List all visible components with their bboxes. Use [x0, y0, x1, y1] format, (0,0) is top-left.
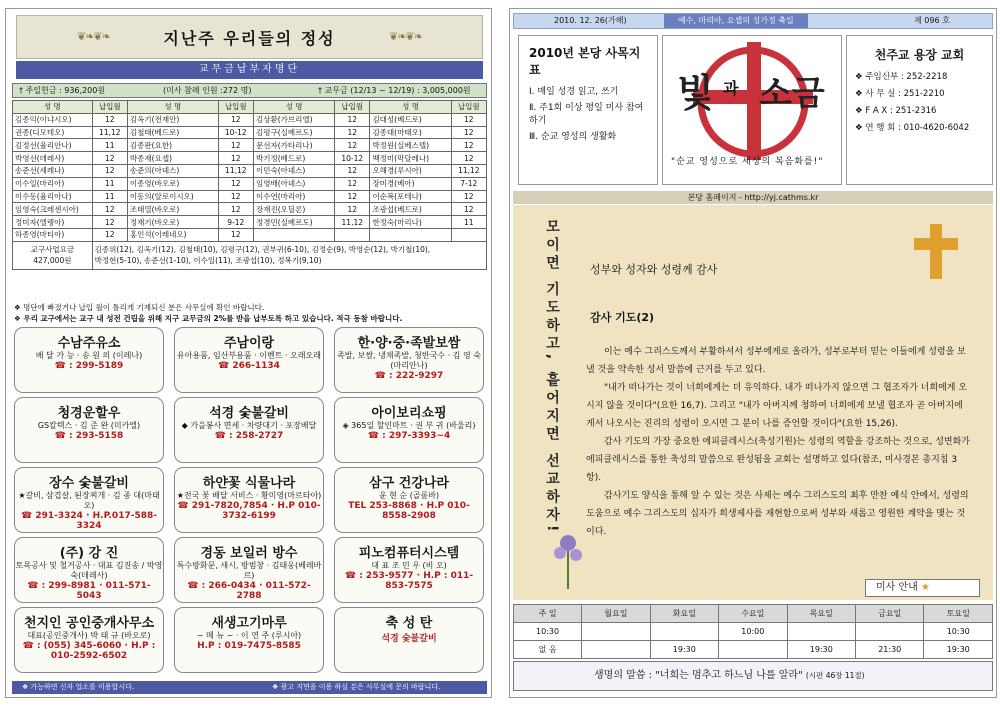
table-cell: 송준의(아녜스) [127, 164, 218, 177]
table-row [13, 152, 487, 165]
ad-phone: 석경 숯불갈비 [381, 634, 437, 644]
table-cell: 12 [335, 139, 370, 152]
star-icon: ★ [921, 582, 930, 593]
article-body [586, 343, 971, 541]
top-bar [513, 13, 993, 29]
ad-name: 하얀꽃 식물나라 [202, 476, 296, 491]
table-cell: 이수연(마리아) [253, 190, 334, 203]
table-cell: 임영숙(크레센시아) [13, 203, 93, 216]
table-cell: 12 [335, 203, 370, 216]
table-cell: 12 [92, 228, 127, 241]
table-row [13, 139, 487, 152]
table-cell: 12 [218, 113, 253, 126]
table-cell: 김정선(율리안나) [13, 139, 93, 152]
table-cell: 박종재(요셉) [127, 152, 218, 165]
paragraph: 감사기도 양식을 통해 알 수 있는 것은 사제는 예수 그리스도의 최후 만찬 예식 안에서, 성령의 도움으로 예수 그리스도의 십자가 희생제사를 재현함으로써 성부와 새롭고 영원한 계약을 맺는 것이다. [586, 491, 969, 537]
schedule-cell [719, 641, 787, 659]
ad-name: 청경운할우 [57, 406, 121, 421]
schedule-cell: 19:30 [650, 641, 718, 659]
vertical-slogan: 모이면 기도하고, 흩어지면 선교하자! [544, 219, 560, 536]
right-page [509, 8, 997, 698]
day-header: 월요일 [582, 605, 650, 623]
header-banner [16, 15, 483, 59]
table-cell [253, 228, 334, 241]
logo-box [662, 35, 842, 185]
table-cell: 12 [335, 126, 370, 139]
ad-card [174, 467, 324, 533]
ad-card [174, 397, 324, 463]
ad-phone: ☎ 266-1134 [218, 361, 280, 371]
ad-phone: ☎ : 299-8981 · 011-571-5043 [27, 581, 151, 601]
ad-name: 천지인 공인중개사무소 [23, 616, 155, 631]
ad-name: 수남주유소 [57, 336, 121, 351]
table-cell: 권종(디모테오) [13, 126, 93, 139]
ad-detail: 대 표 조 민 우 (비 오) [371, 561, 447, 570]
flower-icon [550, 529, 586, 589]
fund-list-line: 박정현(5-10), 송준선(1-10), 이수일(11), 조광섭(10), 정복기(9,10) [94, 256, 322, 266]
table-cell: 김종판(요한) [127, 139, 218, 152]
schedule-cell: 10:30 [924, 623, 993, 641]
ad-detail: 배 달 가 능 · 송 원 의 (이레나) [35, 351, 143, 360]
ad-card [14, 397, 164, 463]
article-subtitle: 감사 기도(2) [590, 311, 655, 324]
table-cell: 7-12 [451, 177, 486, 190]
ad-detail: ◈ 365일 할인마트 · 권 부 귀 (바울리) [342, 421, 476, 430]
table-cell: 12 [92, 113, 127, 126]
ad-card [14, 327, 164, 393]
table-cell: 김대성(베드로) [370, 113, 451, 126]
table-cell [451, 228, 486, 241]
mass-guide-label [865, 579, 980, 597]
ad-card [334, 327, 484, 393]
paragraph: "내가 떠나가는 것이 너희에게는 더 유익하다. 내가 떠나가지 않으면 그 협조자가 너희에게 오시지 않을 것이다"(요한 16,7). 그리고 "내가 아버지께 청하여 너희에게 보낼 협조자 곧 아버지에게서 나오시는 진리의 성령이 오시면 그 분이 나를 증언할 것이다"(요한 15,26). [586, 383, 968, 429]
note: ❖ 명단에 빠졌거나 납입 월이 틀리게 기재되신 분은 사무실에 확인 바랍니다. [14, 303, 265, 312]
schedule-cell [650, 623, 718, 641]
table-cell: 12 [92, 164, 127, 177]
issue-number: 제 096 호 [914, 16, 950, 25]
table-cell: 12 [92, 152, 127, 165]
paragraph: 이는 예수 그리스도께서 부활하셔서 성부에게로 올라가, 성부로부터 믿는 이들에게 성령을 보낼 것을 약속한 성서 말씀에 근거를 두고 있다. [586, 347, 966, 375]
table-row [13, 113, 487, 126]
table-cell: 김종익(이냐시오) [13, 113, 93, 126]
column-header: 납입월 [335, 101, 370, 114]
schedule-cell: 19:30 [924, 641, 993, 659]
table-cell: 11 [92, 190, 127, 203]
column-header: 성 명 [13, 101, 93, 114]
ad-card [14, 467, 164, 533]
ad-card [174, 537, 324, 603]
logo-and: 과 [723, 79, 739, 98]
table-cell: 김종대(마태오) [370, 126, 451, 139]
table-cell: 장재진(오딜론) [253, 203, 334, 216]
ad-phone: ☎ : 293-5158 [54, 431, 124, 441]
table-cell: 12 [218, 190, 253, 203]
table-cell: 이수일(마리아) [13, 177, 93, 190]
table-cell: 11,12 [335, 216, 370, 229]
ad-phone: ☎ 291-7820,7854 · H.P 010-3732-6199 [177, 501, 321, 521]
slogan: "순교 영성으로 세상의 복음화를!" [671, 157, 824, 167]
ad-phone: ☎ : 258-2727 [214, 431, 284, 441]
footer-bar [12, 681, 487, 694]
ad-card [174, 327, 324, 393]
table-cell: 정재기(바오로) [127, 216, 218, 229]
table-row [13, 164, 487, 177]
contact: ❖ 연 행 회 : 010-4620-6042 [855, 123, 970, 133]
table-row [13, 216, 487, 229]
ad-card [14, 607, 164, 673]
column-header: 납입월 [218, 101, 253, 114]
notes [14, 302, 489, 324]
page-title: 지난주 우리들의 정성 [163, 29, 336, 48]
table-cell: 10-12 [218, 126, 253, 139]
ad-name: 한·양·중·족발보쌈 [357, 336, 461, 351]
table-cell: 김철태(베드로) [127, 126, 218, 139]
goal-item: Ⅱ. 주1회 이상 평일 미사 참여하기 [529, 103, 644, 126]
day-header: 토요일 [924, 605, 993, 623]
table-cell: 12 [335, 113, 370, 126]
ad-detail: ★전국 꽃 배달 서비스 · 황미영(마르타아) [176, 491, 322, 500]
table-cell: 이수동(율리아나) [13, 190, 93, 203]
schedule-cell [582, 623, 650, 641]
ornament-icon: ❦❧❦❧ [77, 30, 110, 43]
table-cell: 장미경(베아) [370, 177, 451, 190]
mass-guide-text: 미사 안내 [876, 582, 918, 593]
ad-detail: 토목공사 및 철거공사 · 대표 김진송 / 박영숙(데레사) [15, 561, 163, 580]
table-cell: 12 [218, 203, 253, 216]
feast: 예수, 마리아, 요셉의 성가정 축일 [664, 14, 808, 28]
schedule-row [514, 623, 993, 641]
ad-phone: ☎ : 266-0434 · 011-572-2788 [187, 581, 311, 601]
table-cell: 김상환(가브리엘) [253, 113, 334, 126]
table-cell: 김평구(실베르도) [253, 126, 334, 139]
table-cell: 12 [451, 139, 486, 152]
table-cell: 11,12 [92, 126, 127, 139]
ad-name: 축 성 탄 [385, 616, 433, 631]
fund-label [13, 241, 93, 269]
sunday-offering: † 주일헌금 : 936,200원 [19, 86, 106, 95]
ad-phone: ☎ : 299-5189 [54, 361, 124, 371]
table-cell: 하종영(마티아) [13, 228, 93, 241]
ad-detail: ~ 메 뉴 ~ · 이 연 주 (루시아) [196, 631, 302, 640]
ad-detail: 족발, 보쌈, 냉채족발, 청반국수 · 김 영 숙 (마리안나) [337, 351, 481, 370]
table-cell: 12 [335, 164, 370, 177]
ad-phone: TEL 253-8868 · H.P 010-8558-2908 [348, 501, 470, 521]
table-cell: 10-12 [335, 152, 370, 165]
article-title: 성부와 성자와 성령께 감사 [590, 263, 718, 276]
day-header: 주 일 [514, 605, 582, 623]
column-header: 납입월 [92, 101, 127, 114]
table-cell: 박기정(베드로) [253, 152, 334, 165]
ad-detail: 윤 현 순 (골롬바) [378, 491, 440, 500]
table-cell: 오해경(루시아) [370, 164, 451, 177]
date: 2010. 12. 26(가해) [554, 16, 627, 25]
schedule-cell [787, 623, 855, 641]
table-cell: 백정미(막달레나) [370, 152, 451, 165]
column-header: 납입월 [451, 101, 486, 114]
pastoral-goals [518, 35, 658, 185]
table-cell: 정미자(엘렝아) [13, 216, 93, 229]
ad-name: 장수 숯불갈비 [49, 476, 129, 491]
table-cell: 조광섭(베드로) [370, 203, 451, 216]
ad-name: 석경 숯불갈비 [209, 406, 289, 421]
ornament-icon: ❦❧❦❧ [389, 30, 422, 43]
table-cell: 12 [218, 139, 253, 152]
table-cell: 12 [451, 152, 486, 165]
fund-label-text: 교구사업요금 [30, 245, 75, 255]
ad-phone: ☎ : (055) 345-6060 · H.P : 010-2592-6502 [22, 641, 156, 661]
table-cell: 정경민(실베르도) [253, 216, 334, 229]
day-header: 금요일 [856, 605, 924, 623]
schedule-cell: 10:30 [514, 623, 582, 641]
table-cell: 박영선(데레사) [13, 152, 93, 165]
fund-list-line: 김종위(12), 김옥기(12), 김철태(10), 김평구(12), 권부귀(6-10), 김정순(9), 박영순(12), 박기철(10), [94, 245, 431, 255]
attendance: (미사 참례 인원 :272 명) [163, 86, 252, 95]
ad-card [334, 397, 484, 463]
table-cell: 12 [451, 190, 486, 203]
table-cell: 임영배(아녜스) [253, 177, 334, 190]
contact: ❖ 사 무 실 : 251-2210 [855, 89, 945, 99]
ad-card [174, 607, 324, 673]
ad-phone: ☎ : 297-3393~4 [367, 431, 451, 441]
schedule-cell [856, 623, 924, 641]
ad-name: 피노컴퓨터시스템 [358, 546, 460, 561]
table-cell: 11 [92, 177, 127, 190]
church-info [846, 35, 993, 185]
ad-phone: ☎ 291-3324 · H.P.017-588-3324 [21, 511, 157, 531]
table-cell: 12 [218, 152, 253, 165]
ad-detail: GS칼텍스 · 김 준 완 (미카엘) [37, 421, 141, 430]
dues-table [12, 100, 487, 270]
table-cell: 이동의(알로이시오) [127, 190, 218, 203]
column-header: 성 명 [370, 101, 451, 114]
ad-detail: 유아용품, 임산부용품 · 이벤트 · 오래오래 [177, 351, 321, 360]
ad-detail: 대표(공인중개사) 박 태 규 (바오로) [27, 631, 151, 640]
table-cell: 문선자(가타리나) [253, 139, 334, 152]
logo-light: 빛 [677, 71, 714, 115]
subtitle-bar: 교무금납부자명단 [16, 61, 483, 79]
ad-detail: 특수방화문, 새시, 방범창 · 김태웅(베레바르) [176, 561, 322, 580]
table-cell: 9-12 [218, 216, 253, 229]
ad-name: (주) 강 진 [59, 546, 119, 561]
ad-card [334, 607, 484, 673]
note: ❖ 우리 교구에서는 교구 내 성전 건립을 위해 지구 교무금의 2%를 받을 납부토록 하고 있습니다. 적극 동참 바랍니다. [14, 314, 403, 323]
column-header: 성 명 [253, 101, 334, 114]
ad-phone: ☎ : 222-9297 [374, 371, 444, 381]
column-header: 성 명 [127, 101, 218, 114]
goal-item: Ⅲ. 순교 영성의 생활화 [529, 132, 617, 142]
mass-schedule [513, 604, 993, 659]
table-cell: 12 [451, 203, 486, 216]
schedule-cell [582, 641, 650, 659]
table-row [13, 177, 487, 190]
table-cell: 12 [218, 177, 253, 190]
table-cell: 12 [335, 190, 370, 203]
table-cell: 12 [451, 113, 486, 126]
ad-phone: ☎ : 253-9577 · H.P : 011-853-7575 [344, 571, 474, 591]
goals-title: 2010년 본당 사목지표 [529, 46, 641, 77]
left-page [5, 8, 492, 698]
table-row [13, 126, 487, 139]
cross-icon [930, 224, 942, 279]
schedule-cell: 10:00 [719, 623, 787, 641]
table-cell: 김옥기(전재안) [127, 113, 218, 126]
table-cell: 12 [92, 216, 127, 229]
ad-name: 삼구 건강나라 [369, 476, 449, 491]
ad-name: 아이보리쇼핑 [371, 406, 447, 421]
table-cell: 이종영(바오로) [127, 177, 218, 190]
table-cell: 한정숙(마리나) [370, 216, 451, 229]
table-cell: 12 [451, 126, 486, 139]
footer-left: ❖ 가능하면 신자 업소를 이용합시다. [22, 683, 135, 691]
paragraph: 감사 기도의 가장 중요한 에피클레시스(축성기원)는 성령의 역할을 강조하는 것으로, 성변화가 에피클레시스를 통한 축성의 말씀으로 완성됨을 교회는 설명하고 있다(참조, 미사경본 총지침 3항). [586, 437, 971, 483]
table-cell: 송준선(세례나) [13, 164, 93, 177]
schedule-cell: 19:30 [787, 641, 855, 659]
summary-bar [12, 83, 487, 98]
table-cell: 홍인석(이레네오) [127, 228, 218, 241]
ad-detail: ★갈비, 삼겹살, 된장찌개 · 김 종 대(마태오) [18, 491, 160, 510]
ad-name: 경동 보일러 방수 [200, 546, 298, 561]
word-text: 생명의 말씀 : "너희는 멈추고 하느님 나를 알라" [594, 670, 803, 681]
contact: ❖ 주임신부 : 252-2218 [855, 72, 948, 82]
schedule-cell: 없 음 [514, 641, 582, 659]
table-cell [335, 228, 370, 241]
contact: ❖ F A X : 251-2316 [855, 106, 937, 116]
table-cell: 12 [92, 203, 127, 216]
cross-icon [914, 238, 958, 250]
table-cell: 12 [335, 177, 370, 190]
word-of-life [513, 661, 993, 691]
table-row [13, 241, 487, 269]
table-row [13, 228, 487, 241]
ad-phone: H.P : 019-7475-8585 [197, 641, 301, 651]
footer-right: ❖ 광고 지면을 이용 하실 분은 사무실에 문의 바랍니다. [272, 683, 441, 691]
ad-name: 주남이랑 [223, 336, 275, 351]
ad-card [334, 467, 484, 533]
day-header: 목요일 [787, 605, 855, 623]
logo-salt: 소금 [759, 74, 825, 114]
goal-item: Ⅰ. 매일 성경 읽고, 쓰기 [529, 87, 619, 97]
schedule-cell: 21:30 [856, 641, 924, 659]
ad-detail: ◆ 가을봉사 면세 · 차량대기 · 포장배달 [181, 421, 317, 430]
table-row [13, 203, 487, 216]
schedule-row [514, 641, 993, 659]
day-header: 화요일 [650, 605, 718, 623]
word-reference: (시편 46장 11절) [805, 671, 865, 680]
table-cell [370, 228, 451, 241]
table-cell: 이민숙(아녜스) [253, 164, 334, 177]
fund-list [92, 241, 486, 269]
ad-card [334, 537, 484, 603]
fund-amount: 427,000원 [33, 256, 72, 266]
table-cell: 11,12 [218, 164, 253, 177]
ad-card [14, 537, 164, 603]
dues-total: † 교무금 (12/13 ~ 12/19) : 3,005,000원 [318, 86, 471, 95]
table-cell: 11 [92, 139, 127, 152]
homepage-link[interactable]: 본당 홈페이지 - http://yj.cathms.kr [513, 191, 993, 204]
table-cell: 이순복(포테나) [370, 190, 451, 203]
church-name: 천주교 용장 교회 [874, 48, 965, 62]
table-cell: 11 [451, 216, 486, 229]
table-row [13, 190, 487, 203]
day-header: 수요일 [719, 605, 787, 623]
table-cell: 박정원(실베스텔) [370, 139, 451, 152]
table-cell: 11,12 [451, 164, 486, 177]
table-cell: 조태열(바오로) [127, 203, 218, 216]
table-cell: 12 [218, 228, 253, 241]
ad-name: 새생고기마루 [211, 616, 287, 631]
